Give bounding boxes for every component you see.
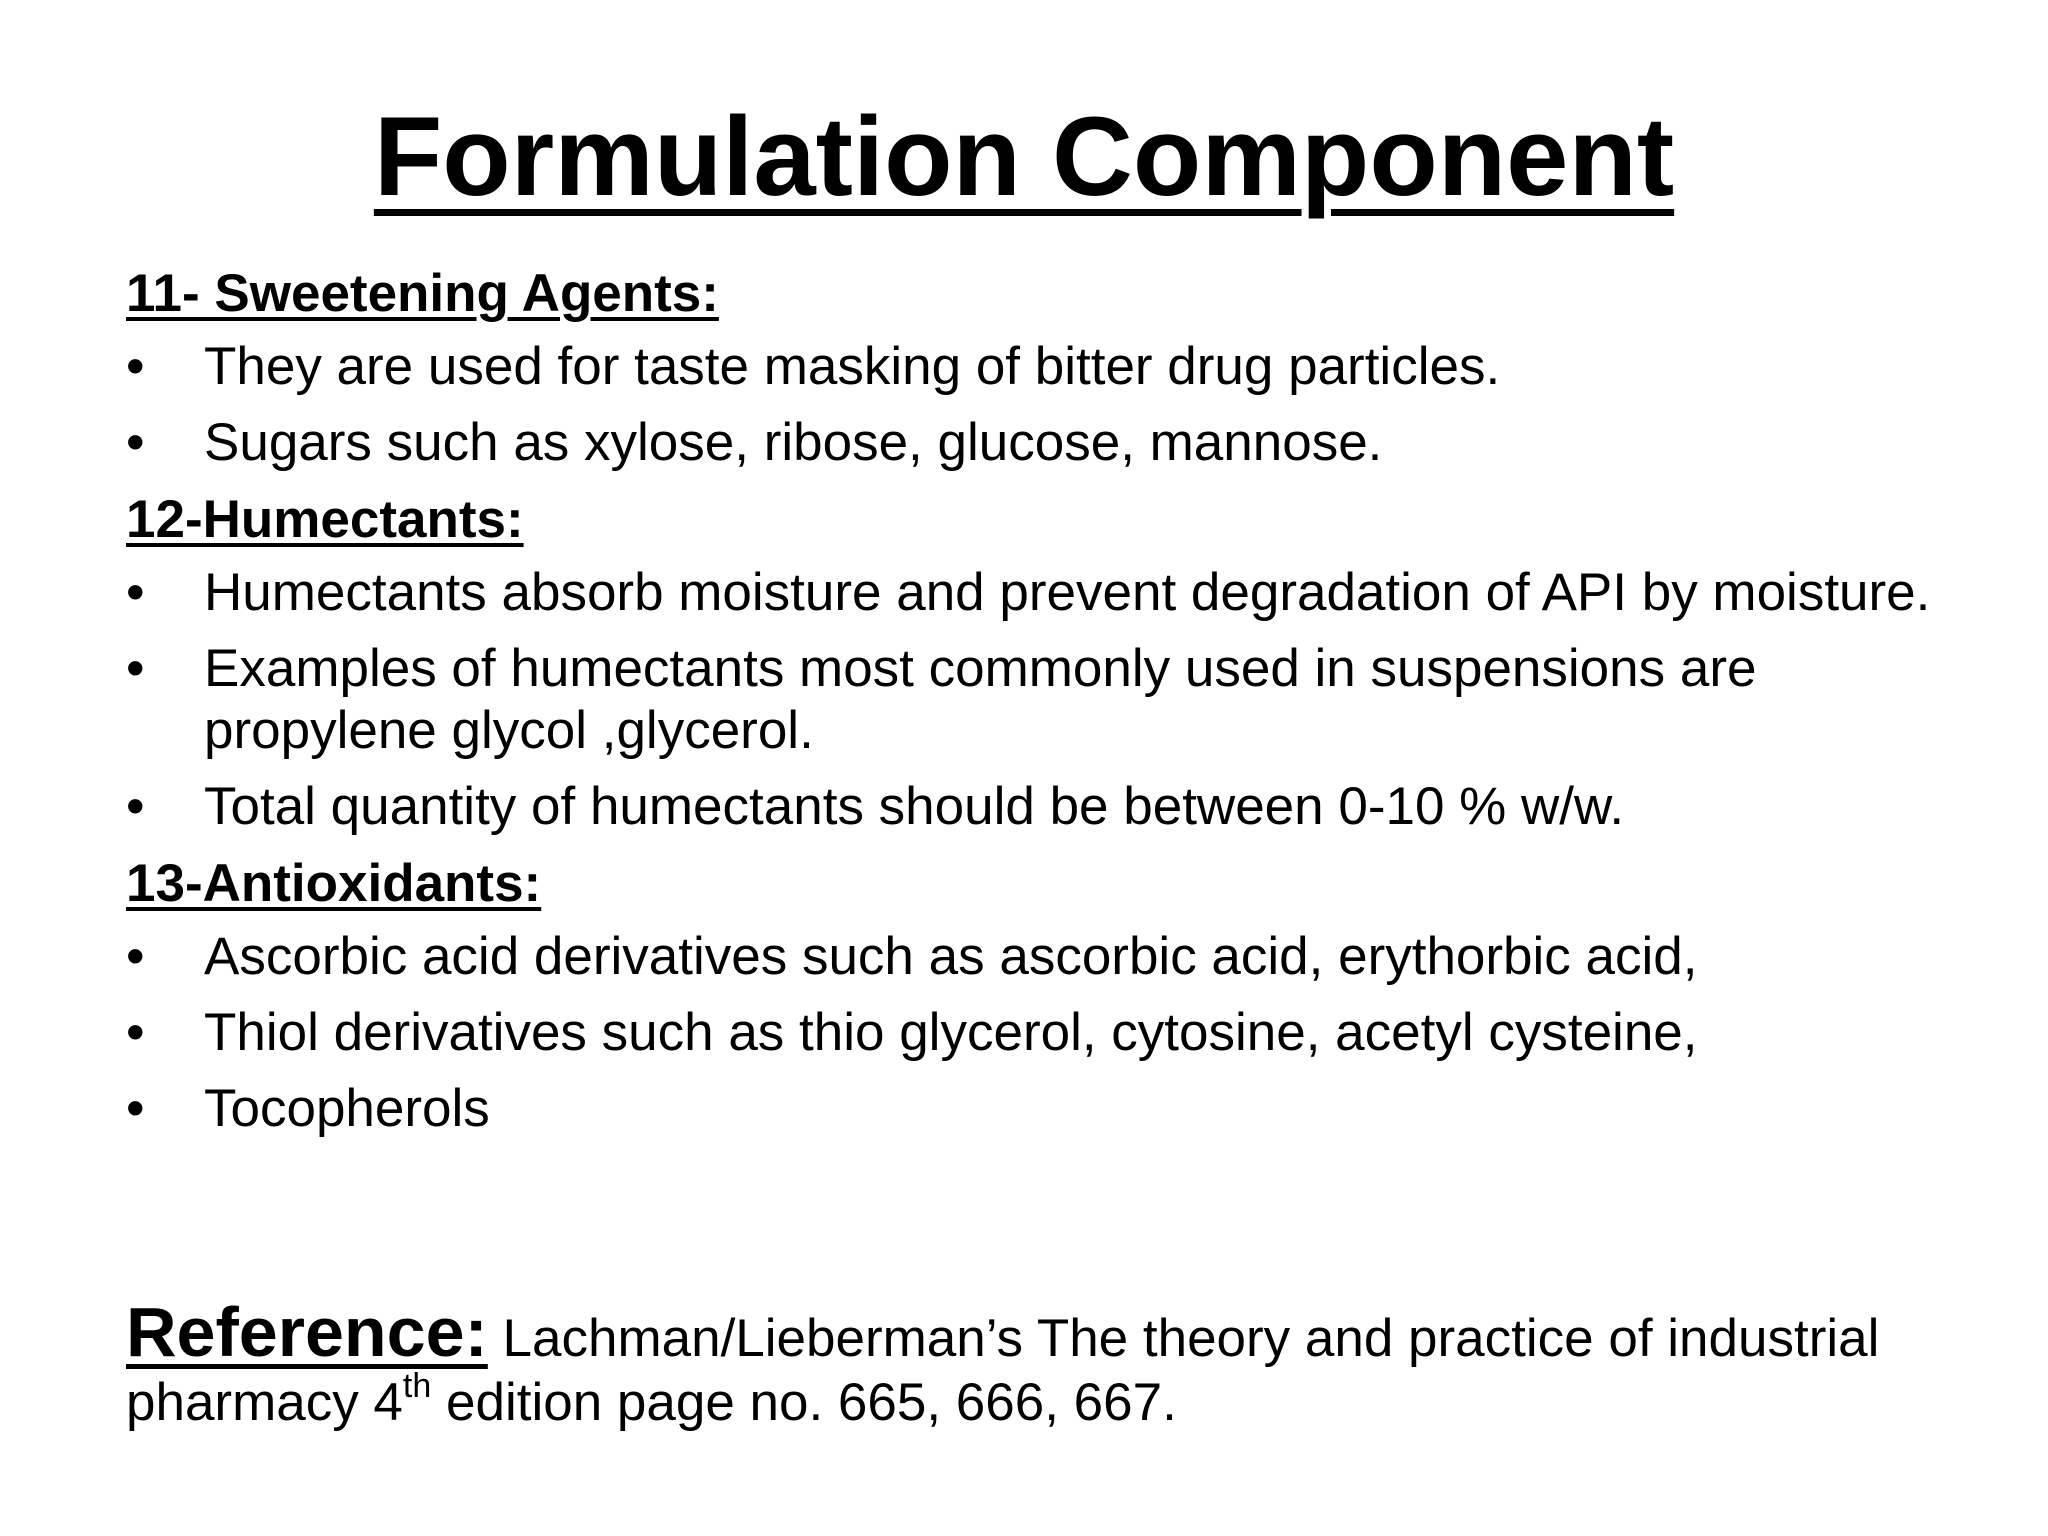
bullet-list (126, 336, 1946, 474)
bullet-item (126, 412, 1946, 474)
bullet-item (126, 1002, 1946, 1064)
section-sweetening-agents (126, 262, 1946, 474)
section-heading: 12-Humectants: (126, 490, 524, 549)
bullet-item (126, 562, 1946, 624)
bullet-text: Total quantity of humectants should be between 0-10 % w/w. (204, 777, 1625, 836)
reference-text-end: edition page no. 665, 666, 667. (431, 1373, 1177, 1432)
section-heading: 11- Sweetening Agents: (126, 264, 719, 323)
bullet-list (126, 926, 1946, 1140)
bullet-icon: • (126, 1003, 145, 1062)
bullet-icon: • (126, 563, 145, 622)
slide-content (126, 262, 1946, 1154)
bullet-item (126, 638, 1946, 762)
section-heading: 13-Antioxidants: (126, 854, 542, 913)
slide-title-text: Formulation Component (373, 94, 1675, 219)
bullet-item (126, 1078, 1946, 1140)
bullet-item (126, 776, 1946, 838)
bullet-list (126, 562, 1946, 838)
bullet-icon: • (126, 337, 145, 396)
bullet-text: They are used for taste masking of bitter drug particles. (204, 337, 1501, 396)
reference (126, 1293, 1946, 1435)
bullet-icon: • (126, 927, 145, 986)
bullet-icon: • (126, 413, 145, 472)
slide-title (0, 92, 2048, 222)
bullet-item (126, 336, 1946, 398)
bullet-text: Ascorbic acid derivatives such as ascorbic acid, erythorbic acid, (204, 927, 1698, 986)
bullet-text: Thiol derivatives such as thio glycerol, cytosine, acetyl cysteine, (204, 1003, 1698, 1062)
bullet-text: Tocopherols (204, 1079, 490, 1138)
reference-text: Lachman/Lieberman’s The theory and practice of industrial pharmacy 4 (126, 1309, 1880, 1432)
bullet-icon: • (126, 777, 145, 836)
bullet-text: Examples of humectants most commonly used in suspensions are propylene glycol ,glycerol. (204, 639, 1757, 760)
bullet-icon: • (126, 1079, 145, 1138)
bullet-item (126, 926, 1946, 988)
bullet-text: Sugars such as xylose, ribose, glucose, mannose. (204, 413, 1383, 472)
section-humectants (126, 488, 1946, 838)
reference-superscript: th (402, 1367, 432, 1406)
bullet-icon: • (126, 639, 145, 698)
bullet-text: Humectants absorb moisture and prevent degradation of API by moisture. (204, 563, 1931, 622)
section-antioxidants (126, 852, 1946, 1140)
reference-label: Reference: (126, 1293, 488, 1371)
